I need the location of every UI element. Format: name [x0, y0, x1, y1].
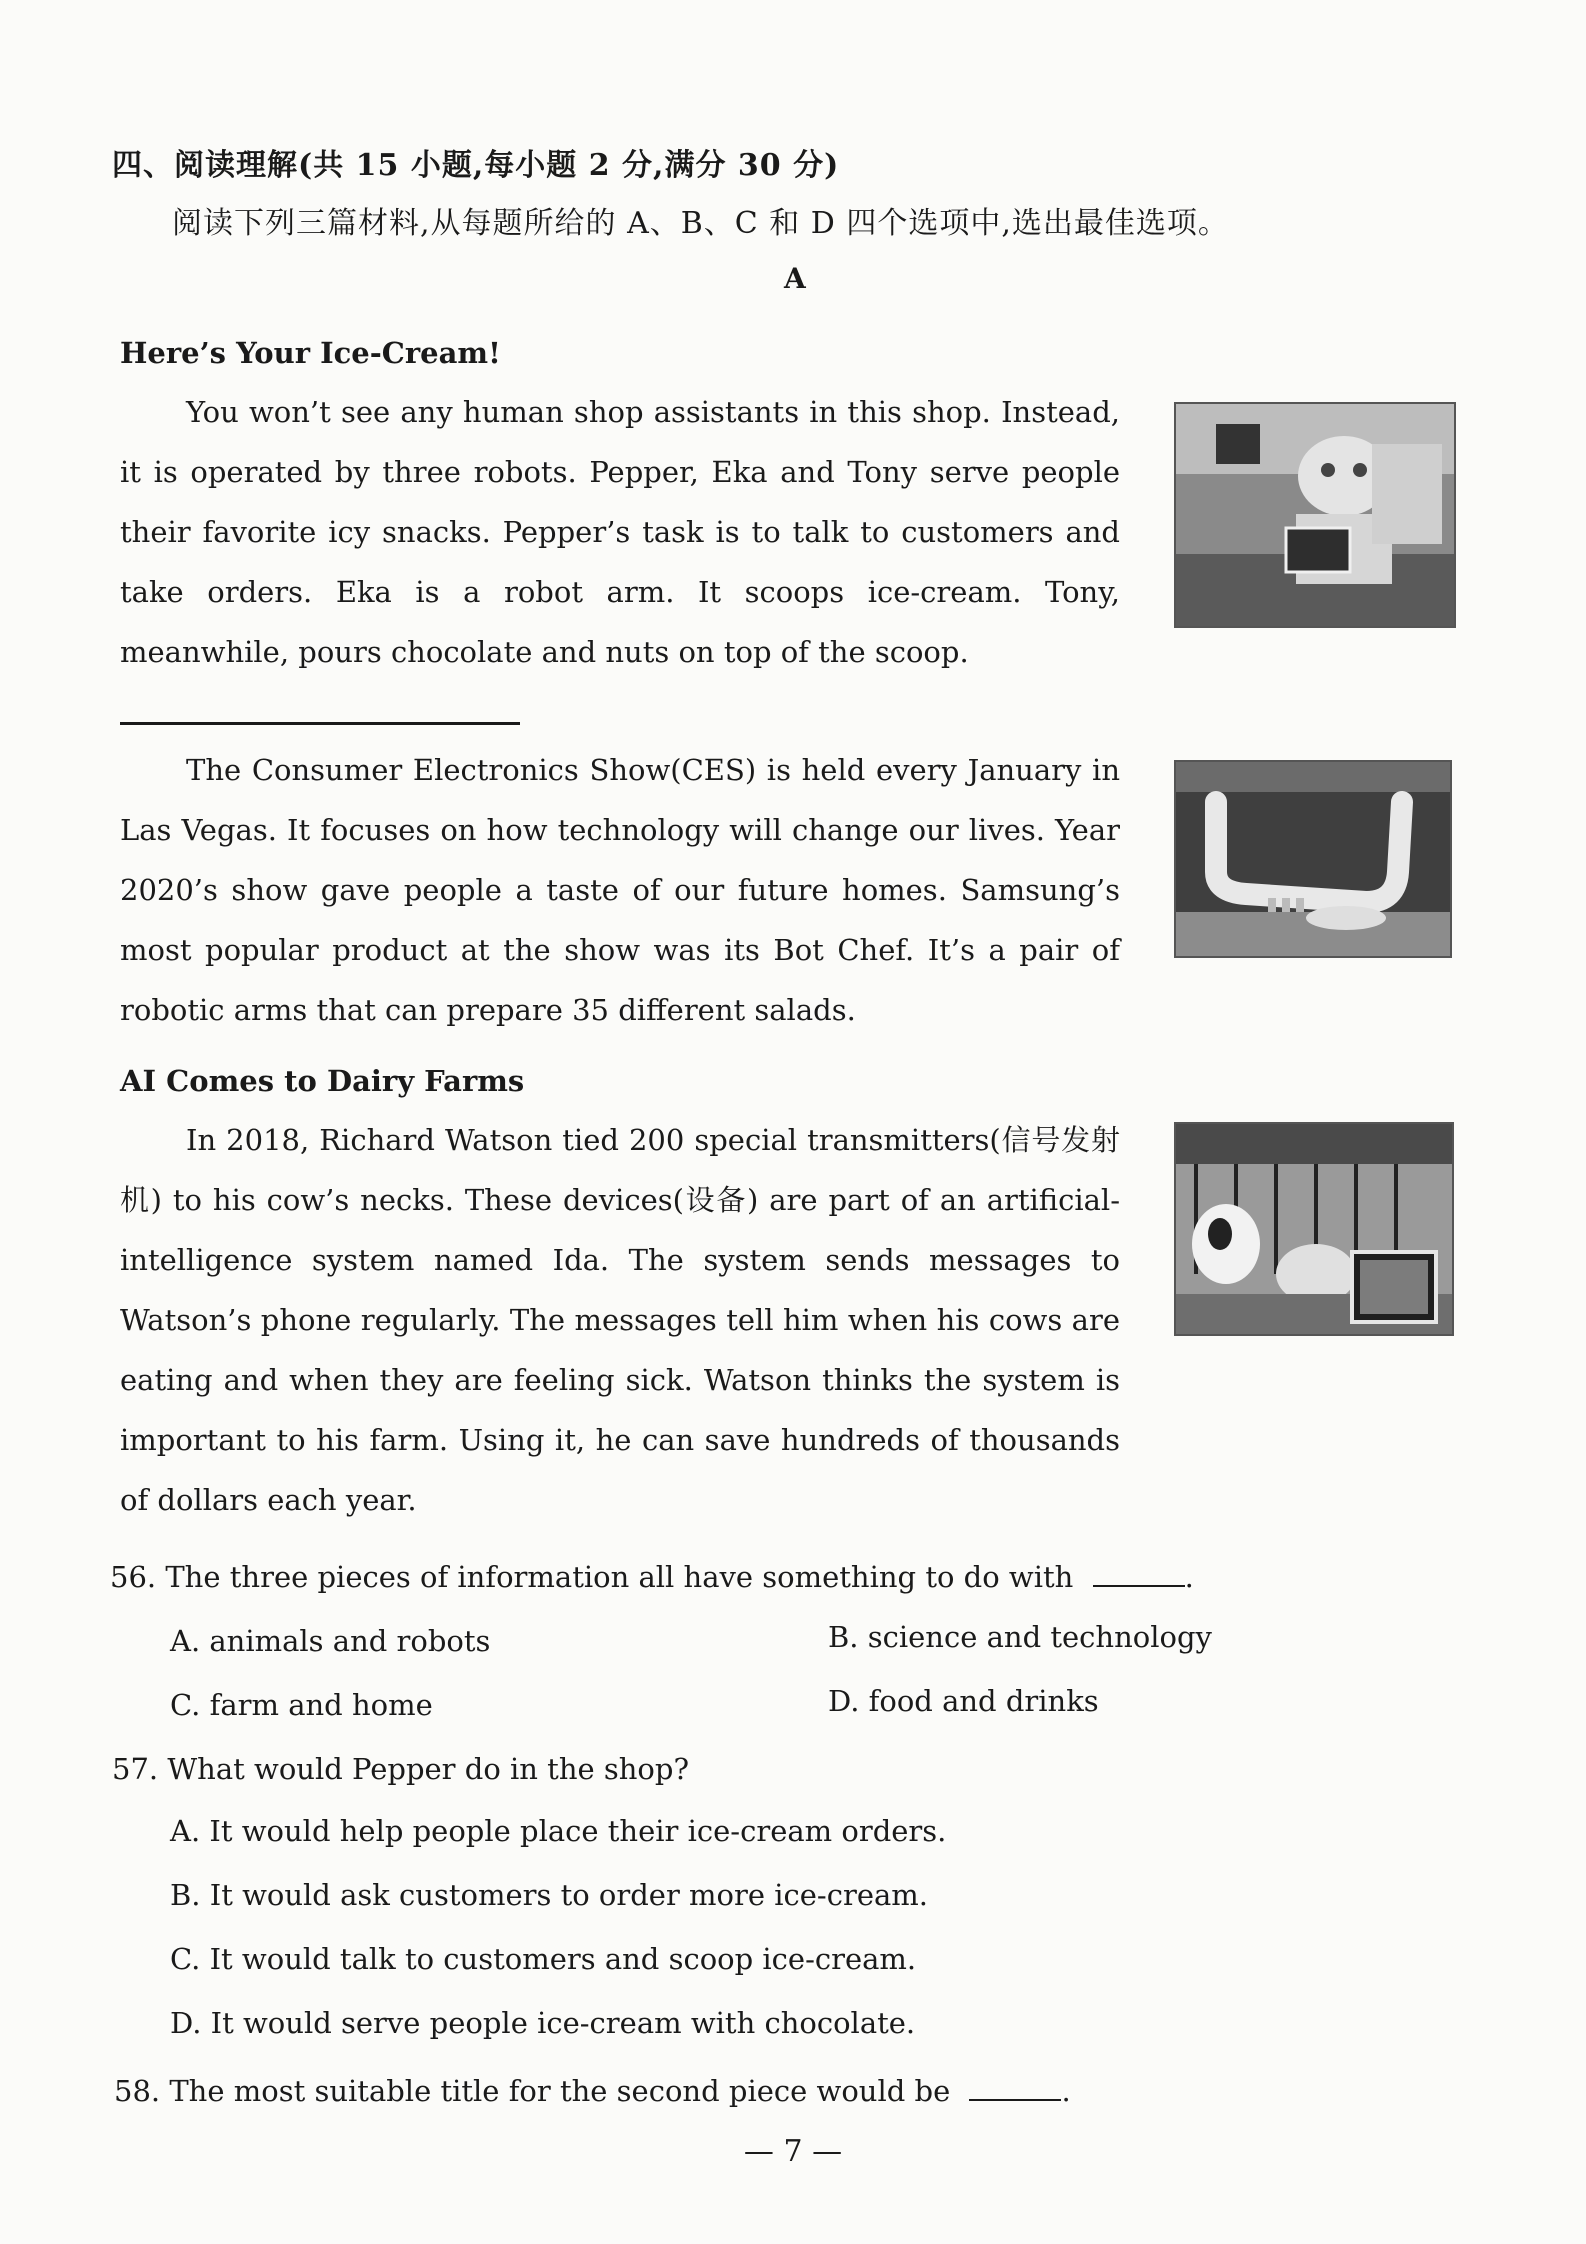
- question-57-option-a[interactable]: A. It would help people place their ice-cream orders.: [170, 1814, 947, 1848]
- robotic-arm-photo: [1174, 760, 1452, 958]
- dairy-farm-photo-icon: [1176, 1124, 1452, 1334]
- question-58-end: .: [1061, 2074, 1071, 2108]
- section-instruction: 阅读下列三篇材料,从每题所给的 A、B、C 和 D 四个选项中,选出最佳选项。: [172, 206, 1229, 241]
- page-number: — 7 —: [743, 2134, 843, 2169]
- question-56-option-c[interactable]: C. farm and home: [170, 1688, 433, 1722]
- question-57-option-b[interactable]: B. It would ask customers to order more ice-cream.: [170, 1878, 929, 1912]
- question-57-option-d[interactable]: D. It would serve people ice-cream with chocolate.: [170, 2006, 916, 2040]
- robot-shop-photo-icon: [1176, 404, 1454, 626]
- piece-3-text: In 2018, Richard Watson tied 200 special transmitters(信号发射机) to his cow’s necks. These devices(设备) are part of an artificial-intelligence system named Ida. The system sends messages to Watson’s phone regularly. The messages tell him when his cows are eating and when they are feeling sick. Watson thinks the system is important to his farm. Using it, he can save hundreds of thousands of dollars each year.: [120, 1123, 1120, 1517]
- question-56-blank[interactable]: [1093, 1565, 1185, 1587]
- robot-shop-photo: [1174, 402, 1456, 628]
- question-56-option-d[interactable]: D. food and drinks: [828, 1684, 1099, 1718]
- question-58-stem: The most suitable title for the second piece would be: [169, 2074, 951, 2108]
- robotic-arm-photo-icon: [1176, 762, 1450, 956]
- question-56: [110, 1560, 1194, 1594]
- question-57-number: 57.: [112, 1752, 159, 1786]
- piece-2-text: The Consumer Electronics Show(CES) is held every January in Las Vegas. It focuses on how technology will change our lives. Year 2020’s show gave people a taste of our future homes. Samsung’s most popular product at the show was its Bot Chef. It’s a pair of robotic arms that can prepare 35 different salads.: [120, 753, 1120, 1027]
- passage-label: A: [784, 262, 806, 295]
- section-heading: 四、阅读理解(共 15 小题,每小题 2 分,满分 30 分): [112, 148, 840, 183]
- question-57-option-c[interactable]: C. It would talk to customers and scoop ice-cream.: [170, 1942, 917, 1976]
- piece-1-text: You won’t see any human shop assistants in this shop. Instead, it is operated by three robots. Pepper, Eka and Tony serve people their favorite icy snacks. Pepper’s task is to talk to customers and take orders. Eka is a robot arm. It scoops ice-cream. Tony, meanwhile, pours chocolate and nuts on top of the scoop.: [120, 395, 1120, 669]
- missing-title-line: [120, 722, 520, 725]
- question-56-option-a[interactable]: A. animals and robots: [170, 1624, 491, 1658]
- question-58: [114, 2074, 1071, 2108]
- question-58-blank[interactable]: [969, 2079, 1061, 2101]
- question-57: [112, 1752, 689, 1786]
- dairy-farm-photo: [1174, 1122, 1454, 1336]
- question-57-stem: What would Pepper do in the shop?: [167, 1752, 690, 1786]
- question-58-number: 58.: [114, 2074, 161, 2108]
- question-56-number: 56.: [110, 1560, 157, 1594]
- piece-3-title: AI Comes to Dairy Farms: [120, 1064, 525, 1098]
- question-56-option-b[interactable]: B. science and technology: [828, 1620, 1212, 1654]
- question-56-end: .: [1184, 1560, 1194, 1594]
- question-56-stem: The three pieces of information all have something to do with: [165, 1560, 1074, 1594]
- piece-1-title: Here’s Your Ice-Cream!: [120, 336, 501, 370]
